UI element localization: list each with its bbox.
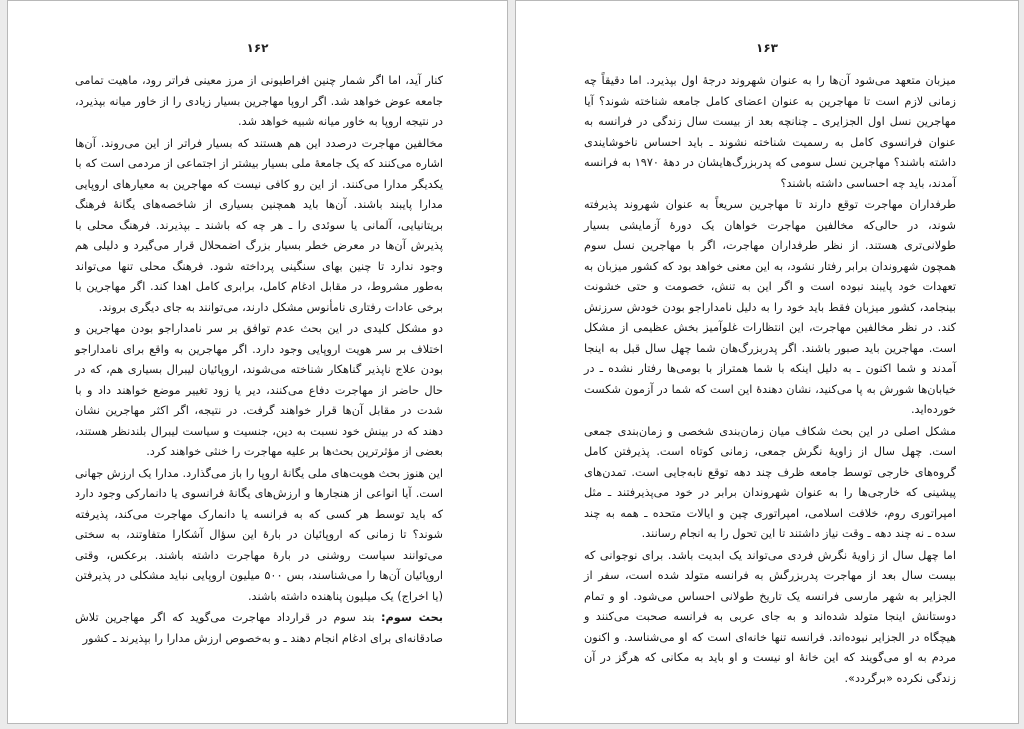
right-page <box>515 0 1019 724</box>
page-number: ۱۶۲ <box>246 41 269 55</box>
left-page <box>7 0 508 724</box>
paragraph-text: کنار آید، اما اگر شمار چنین افراطیونی از مرز معینی فراتر رود، ماهیت تمامی جامعه عوض خواهد شد. اگر اروپا مهاجرین بسیار زیادی را از خاور میانه بپذیرد، در نتیجه اروپا به خاور میانه شبیه خواهد شد. <box>75 74 443 128</box>
paragraph <box>75 134 443 319</box>
paragraph <box>584 422 956 545</box>
paragraph-text: مخالفین مهاجرت درصدد این هم هستند که بسیار فراتر از این می‌روند. آن‌ها اشاره می‌کنند که یک جامعهٔ ملی بسیار بیشتر از اجتماعی از مردمی است که با یکدیگر مدارا می‌کنند. از این رو کافی نیست که مهاجرین به معیارهای اروپایی مدارا پایبند باشند. آن‌ها باید همچنین بسیاری از شاخصه‌های یگانهٔ فرهنگ بریتانیایی، آلمانی یا سوئدی را ـ هر چه که باشند ـ بپذیرند. فرهنگ محلی با پذیرش آن‌ها در معرض خطر بسیار بزرگ اضمحلال قرار می‌گیرد و دلیلی هم وجود ندارد تا چنین بهای سنگینی پرداخته شود. فرهنگ محلی تنها می‌تواند به‌طور مشروط، در مقابل ادغام کامل، برابری کامل اهدا کند. اگر مهاجرین با برخی عادات رفتاری نامأنوس مشکل دارند، می‌توانند به جای دیگری بروند. <box>75 136 443 314</box>
paragraph-lead: بحث سوم: <box>380 611 444 624</box>
paragraph-text: این هنوز بحث هویت‌های ملی یگانهٔ اروپا را باز می‌گذارد. مدارا یک ارزش جهانی است. آیا انواعی از هنجارها و ارزش‌های یگانهٔ فرانسوی یا دانمارکی وجود دارد که باید توسط هر کسی که به فرانسه یا دانمارک مهاجرت می‌کند، پذیرفته شوند؟ تا زمانی که اروپائیان در بارهٔ این سؤال آشکارا متفاوتند، به سختی می‌توانند سیاست روشنی در بارهٔ مهاجرت داشته باشند. برعکس، وقتی اروپائیان آن‌ها را می‌شناسند، بس ۵۰۰ میلیون اروپایی نباید مشکلی در پذیرفتن (یا اخراج) یک میلیون پناهنده داشته باشند. <box>75 466 444 603</box>
paragraph <box>75 71 443 133</box>
paragraph <box>584 195 956 421</box>
paragraph-text: طرفداران مهاجرت توقع دارند تا مهاجرین سریعاً به عنوان شهروند پذیرفته شوند، در حالی‌که مخالفین مهاجرت خواهان یک دورهٔ آزمایشی بسیار طولانی‌تری هستند. از نظر طرفداران مهاجرت، اگر با مهاجرین نسل سوم همچون شهروندان برابر رفتار نشود، به این معنی خواهد بود که کشور میزبان به تعهدات خود پایبند نبوده است و اگر این به تنش، خصومت و حتی خشونت بینجامد، کشور میزبان فقط باید خود را به دلیل نامداراجو بودن خودش سرزنش کند. در نظر مخالفین مهاجرت، این انتظارات غلوآمیز بخش عظیمی از مشکل است. مهاجرین باید صبور باشند. اگر پدربزرگ‌هان شما چهل سال قبل به اینجا آمدند و شما اکنون ـ به دلیل اینکه با شما همتراز با بومی‌ها رفتار نشده ـ در خیابان‌ها شورش به پا می‌کنید، نشان دهندهٔ این است که شما در آزمون شکست خورده‌اید. <box>584 198 956 416</box>
paragraph-text: بند سوم در قرارداد مهاجرت می‌گوید که اگر مهاجرین تلاش صادقانه‌ای برای ادغام انجام دهند ـ و به‌خصوص ارزش مدارا را بپذیرند ـ کشور <box>75 611 443 645</box>
paragraph <box>75 464 443 608</box>
paragraph <box>584 71 956 194</box>
paragraph <box>584 546 956 690</box>
paragraph <box>75 319 443 463</box>
paragraph-text: اما چهل سال از زاویهٔ نگرش فردی می‌تواند یک ابدیت باشد. برای نوجوانی که بیست سال بعد از مهاجرت پدربزرگش به فرانسه متولد شده است، سفر از الجزایر به شهر مارسی فرانسه یک تاریخ طولانی احساس می‌شود. او و تمام دوستانش اینجا متولد شده‌اند و به جای عربی به فرانسه صحبت می‌کنند و هیچگاه در الجزایر نبوده‌اند. فرانسه تنها خانه‌ای است که او می‌شناسد. و اکنون مردم به او می‌گویند که این خانهٔ او نیست و او باید به مکانی که هرگز در آن زندگی نکرده «برگردد». <box>584 548 956 685</box>
paragraph-text: دو مشکل کلیدی در این بحث عدم توافق بر سر نامداراجو بودن مهاجرین و اختلاف بر سر هویت اروپایی وجود دارد. اگر مهاجرین به واقع برای نامداراجو بودن علاج ناپذیر گناهکار شناخته می‌شوند، اروپائیان لیبرال بسیاری هم، که در حال حاضر از مهاجرت دفاع می‌کنند، دیر یا زود تغییر موضع خواهند داد و با شدت در مقابل آن‌ها قرار خواهند گرفت. در نتیجه، اگر اکثر مهاجرین نشان دهند که در بینش خود نسبت به دین، جنسیت و سیاست لیبرال بلندنظر هستند، بعضی از مؤثرترین بحث‌ها بر علیه مهاجرت را خنثی خواهند کرد. <box>75 322 443 458</box>
paragraph-text: میزبان متعهد می‌شود آن‌ها را به عنوان شهروند درجهٔ اول بپذیرد. اما دقیقاً چه زمانی لازم است تا مهاجرین به عنوان اعضای کامل جامعه شناخته شوند؟ آیا مهاجرین نسل اول الجزایری ـ چنانچه بعد از بیست سال زندگی در فرانسه به عنوان فرانسوی کامل به رسمیت شناخته نشوند ـ باید احساس ناخوشایندی داشته باشند؟ مهاجرین نسل سومی که پدربزرگ‌هایشان در دههٔ ۱۹۷۰ به فرانسه آمدند، باید چه احساسی داشته باشند؟ <box>584 74 956 190</box>
paragraph <box>75 608 443 649</box>
page-body <box>584 71 956 690</box>
paragraph-text: مشکل اصلی در این بحث شکاف میان زمان‌بندی شخصی و زمان‌بندی جمعی است. چهل سال از زاویهٔ نگرش جمعی، زمانی کوتاه است. پذیرفتن کامل گروه‌های خارجی توسط جامعه ظرف چند دهه توقع نابه‌جایی است. تمدن‌های پیشینی که خارجی‌ها را به عنوان شهروندان برابر در خود می‌پذیرفتند ـ مثل امپراتوری روم، خلافت اسلامی، امپراتوری چین و ایالات متحده ـ همه به چند سده ـ نه چند دهه ـ وقت نیاز داشتند تا این تحول را به انجام رسانند. <box>584 424 956 540</box>
page-number: ۱۶۳ <box>756 41 778 55</box>
page-body <box>75 71 443 650</box>
